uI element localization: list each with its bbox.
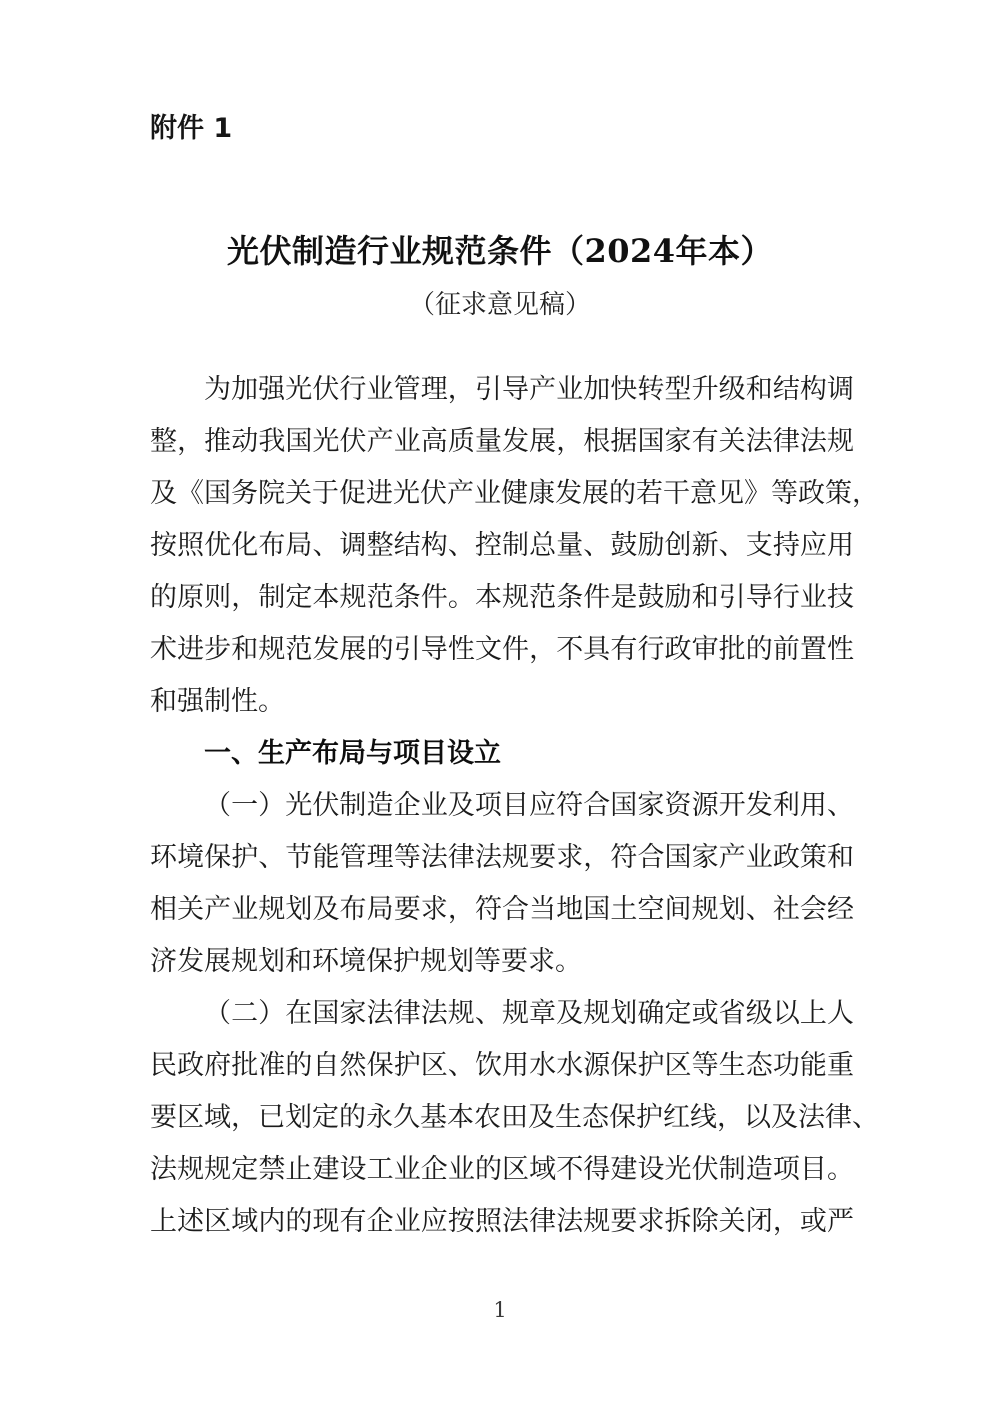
text-line: （二）在国家法律法规、规章及规划确定或省级以上人 xyxy=(204,998,854,1029)
page-number: 1 xyxy=(493,1298,507,1322)
text-line: 为加强光伏行业管理，引导产业加快转型升级和结构调 xyxy=(204,374,854,405)
text-line: 按照优化布局、调整结构、控制总量、鼓励创新、支持应用 xyxy=(150,530,854,561)
attachment-label: 附件 1 xyxy=(150,113,233,144)
text-line: 济发展规划和环境保护规划等要求。 xyxy=(150,946,582,977)
document-subtitle: （征求意见稿） xyxy=(408,290,591,320)
text-line: 要区域，已划定的永久基本农田及生态保护红线，以及法律、 xyxy=(150,1102,879,1133)
section-heading: 一、生产布局与项目设立 xyxy=(204,738,501,769)
document-title: 光伏制造行业规范条件（2024年本） xyxy=(226,232,774,270)
text-line: 上述区域内的现有企业应按照法律法规要求拆除关闭，或严 xyxy=(150,1206,854,1237)
text-line: 术进步和规范发展的引导性文件，不具有行政审批的前置性 xyxy=(150,634,854,665)
text-line: 法规规定禁止建设工业企业的区域不得建设光伏制造项目。 xyxy=(150,1154,854,1185)
text-line: 相关产业规划及布局要求，符合当地国土空间规划、社会经 xyxy=(150,894,854,925)
text-line: 的原则，制定本规范条件。本规范条件是鼓励和引导行业技 xyxy=(150,582,854,613)
text-line: 及《国务院关于促进光伏产业健康发展的若干意见》等政策， xyxy=(150,478,879,509)
item-2-paragraph xyxy=(150,988,879,1248)
text-line: 民政府批准的自然保护区、饮用水水源保护区等生态功能重 xyxy=(150,1050,854,1081)
text-line: （一）光伏制造企业及项目应符合国家资源开发利用、 xyxy=(204,790,854,821)
intro-paragraph xyxy=(150,364,879,728)
item-1-paragraph xyxy=(150,780,854,988)
text-line: 环境保护、节能管理等法律法规要求，符合国家产业政策和 xyxy=(150,842,854,873)
text-line: 和强制性。 xyxy=(150,686,285,717)
text-line: 整，推动我国光伏产业高质量发展，根据国家有关法律法规 xyxy=(150,426,854,457)
document-body xyxy=(150,364,879,1248)
